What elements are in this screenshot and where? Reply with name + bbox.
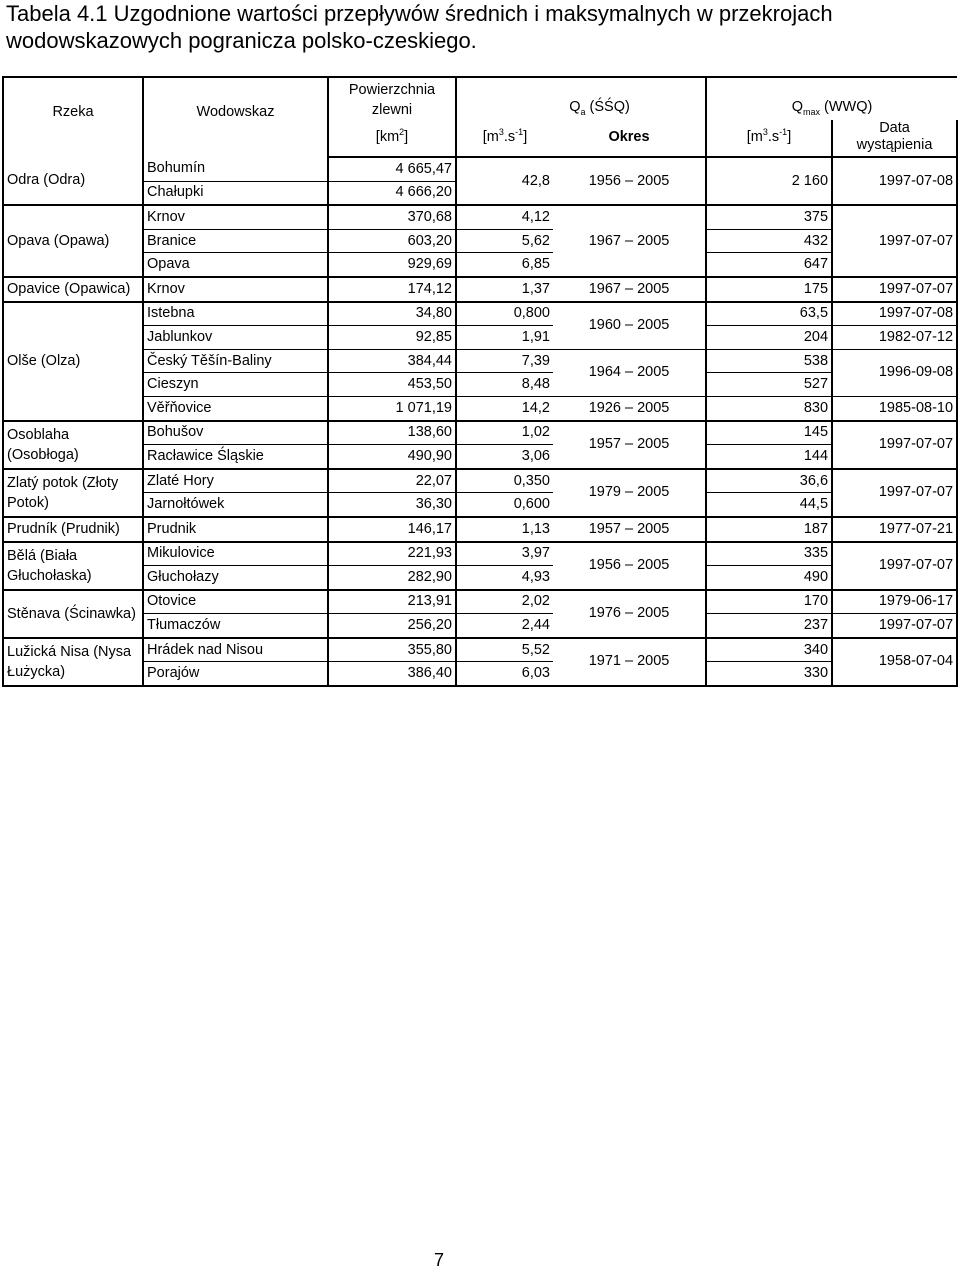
flow-table — [2, 76, 958, 687]
header-wodowskaz: Wodowskaz — [143, 77, 328, 157]
cell-qa: 1,13 — [456, 517, 553, 542]
cell-qmax: 36,6 — [706, 469, 832, 493]
header-powierzchnia: Powierzchnia zlewni — [328, 77, 456, 120]
cell-pow: 92,85 — [328, 326, 456, 350]
cell-pow: 386,40 — [328, 662, 456, 686]
cell-data: 1997-07-07 — [832, 421, 957, 469]
cell-rzeka: Olše (Olza) — [3, 302, 143, 421]
cell-pow: 4 665,47 — [328, 157, 456, 181]
table-row — [3, 421, 957, 445]
cell-qmax: 830 — [706, 396, 832, 420]
cell-wodowskaz: Cieszyn — [143, 373, 328, 397]
cell-pow: 213,91 — [328, 590, 456, 614]
cell-qa: 4,12 — [456, 205, 553, 229]
cell-pow: 34,80 — [328, 302, 456, 326]
cell-pow: 22,07 — [328, 469, 456, 493]
table-row — [3, 205, 957, 229]
title-line-2: wodowskazowych pogranicza polsko-czeskiego. — [6, 28, 477, 53]
cell-pow: 221,93 — [328, 542, 456, 566]
cell-rzeka: Bělá (Biała Głuchołaska) — [3, 542, 143, 590]
cell-qmax: 527 — [706, 373, 832, 397]
cell-data: 1997-07-07 — [832, 205, 957, 277]
cell-wodowskaz: Racławice Śląskie — [143, 445, 328, 469]
header-qa: $Q_a$ (ŚŚQ) — [456, 77, 706, 120]
table-row — [3, 396, 957, 420]
cell-qmax: 538 — [706, 349, 832, 373]
table-row — [3, 542, 957, 566]
table-row — [3, 253, 957, 277]
cell-pow: 1 071,19 — [328, 396, 456, 420]
table-row — [3, 517, 957, 542]
cell-wodowskaz: Tłumaczów — [143, 614, 328, 638]
cell-qa: 0,800 — [456, 302, 553, 326]
cell-pow: 453,50 — [328, 373, 456, 397]
cell-qa: 7,39 — [456, 349, 553, 373]
cell-okres: 1957 – 2005 — [553, 517, 706, 542]
cell-data: 1979-06-17 — [832, 590, 957, 614]
cell-qmax: 170 — [706, 590, 832, 614]
cell-okres: 1971 – 2005 — [553, 638, 706, 686]
cell-okres: 1957 – 2005 — [553, 421, 706, 469]
cell-okres: 1964 – 2005 — [553, 349, 706, 396]
cell-okres: 1967 – 2005 — [553, 205, 706, 277]
title-line-1: Tabela 4.1 Uzgodnione wartości przepływów średnich i maksymalnych w przekrojach — [6, 1, 833, 26]
cell-wodowskaz: Jablunkov — [143, 326, 328, 350]
cell-okres: 1926 – 2005 — [553, 396, 706, 420]
cell-pow: 256,20 — [328, 614, 456, 638]
table-row — [3, 590, 957, 614]
table-row — [3, 277, 957, 302]
cell-rzeka: Odra (Odra) — [3, 157, 143, 205]
cell-rzeka: Stěnava (Ścinawka) — [3, 590, 143, 638]
cell-rzeka: Lužická Nisa (Nysa Łużycka) — [3, 638, 143, 686]
cell-qmax: 375 — [706, 205, 832, 229]
cell-okres: 1976 – 2005 — [553, 590, 706, 638]
cell-qa: 1,91 — [456, 326, 553, 350]
header-qmax: $Q_{max}$ (WWQ) — [706, 77, 957, 120]
cell-pow: 146,17 — [328, 517, 456, 542]
cell-pow: 603,20 — [328, 229, 456, 253]
cell-qmax: 187 — [706, 517, 832, 542]
cell-pow: 4 666,20 — [328, 181, 456, 205]
cell-data: 1997-07-07 — [832, 614, 957, 638]
cell-wodowskaz: Istebna — [143, 302, 328, 326]
table-row — [3, 469, 957, 493]
table-row — [3, 302, 957, 326]
cell-qmax: 145 — [706, 421, 832, 445]
cell-wodowskaz: Hrádek nad Nisou — [143, 638, 328, 662]
cell-data: 1997-07-08 — [832, 157, 957, 205]
cell-qa: 6,03 — [456, 662, 553, 686]
cell-rzeka: Zlatý potok (Złoty Potok) — [3, 469, 143, 517]
document-title — [6, 0, 946, 54]
cell-qa: 3,06 — [456, 445, 553, 469]
cell-wodowskaz: Český Těšín-Baliny — [143, 349, 328, 373]
table-row — [3, 662, 957, 686]
table-row — [3, 493, 957, 517]
cell-qmax: 144 — [706, 445, 832, 469]
cell-okres: 1956 – 2005 — [553, 157, 706, 205]
cell-pow: 282,90 — [328, 566, 456, 590]
cell-wodowskaz: Jarnołtówek — [143, 493, 328, 517]
cell-qmax: 44,5 — [706, 493, 832, 517]
cell-wodowskaz: Chałupki — [143, 181, 328, 205]
cell-wodowskaz: Prudnik — [143, 517, 328, 542]
header-unit-qmax: $[m^3.s^{-1}]$ — [706, 120, 832, 157]
page-number: 7 — [433, 1250, 444, 1270]
cell-pow: 138,60 — [328, 421, 456, 445]
cell-qa: 0,350 — [456, 469, 553, 493]
table-row — [3, 157, 957, 181]
cell-rzeka: Osoblaha (Osobłoga) — [3, 421, 143, 469]
cell-qmax: 432 — [706, 229, 832, 253]
cell-okres: 1979 – 2005 — [553, 469, 706, 517]
cell-data: 1985-08-10 — [832, 396, 957, 420]
header-data: Data wystąpienia — [832, 120, 957, 157]
cell-wodowskaz: Branice — [143, 229, 328, 253]
cell-qmax: 330 — [706, 662, 832, 686]
cell-wodowskaz: Krnov — [143, 205, 328, 229]
cell-wodowskaz: Bohušov — [143, 421, 328, 445]
table-row — [3, 614, 957, 638]
cell-okres: 1956 – 2005 — [553, 542, 706, 590]
cell-wodowskaz: Krnov — [143, 277, 328, 302]
header-rzeka: Rzeka — [3, 77, 143, 157]
cell-wodowskaz: Opava — [143, 253, 328, 277]
cell-data: 1982-07-12 — [832, 326, 957, 350]
cell-pow: 384,44 — [328, 349, 456, 373]
cell-wodowskaz: Głuchołazy — [143, 566, 328, 590]
header-okres: Okres — [553, 120, 706, 157]
table-row — [3, 229, 957, 253]
cell-qa: 1,02 — [456, 421, 553, 445]
cell-rzeka: Opavice (Opawica) — [3, 277, 143, 302]
table-row — [3, 638, 957, 662]
cell-wodowskaz: Zlaté Hory — [143, 469, 328, 493]
cell-wodowskaz: Věřňovice — [143, 396, 328, 420]
table-row — [3, 373, 957, 397]
cell-data: 1996-09-08 — [832, 349, 957, 396]
cell-data: 1997-07-08 — [832, 302, 957, 326]
cell-qa: 4,93 — [456, 566, 553, 590]
cell-qa: 5,62 — [456, 229, 553, 253]
cell-qa: 6,85 — [456, 253, 553, 277]
cell-qmax: 63,5 — [706, 302, 832, 326]
cell-data: 1977-07-21 — [832, 517, 957, 542]
cell-rzeka: Opava (Opawa) — [3, 205, 143, 277]
cell-qa: 5,52 — [456, 638, 553, 662]
cell-data: 1997-07-07 — [832, 277, 957, 302]
cell-qmax: 490 — [706, 566, 832, 590]
cell-qa: 3,97 — [456, 542, 553, 566]
cell-qa: 2,44 — [456, 614, 553, 638]
cell-rzeka: Prudník (Prudnik) — [3, 517, 143, 542]
cell-qa: 14,2 — [456, 396, 553, 420]
cell-qmax: 340 — [706, 638, 832, 662]
cell-qmax: 335 — [706, 542, 832, 566]
cell-qmax: 204 — [706, 326, 832, 350]
cell-okres: 1960 – 2005 — [553, 302, 706, 350]
cell-qmax: 175 — [706, 277, 832, 302]
table-row — [3, 445, 957, 469]
cell-qmax: 2 160 — [706, 157, 832, 205]
cell-wodowskaz: Mikulovice — [143, 542, 328, 566]
cell-data: 1997-07-07 — [832, 469, 957, 517]
cell-pow: 929,69 — [328, 253, 456, 277]
cell-qa: 2,02 — [456, 590, 553, 614]
cell-wodowskaz: Otovice — [143, 590, 328, 614]
cell-pow: 36,30 — [328, 493, 456, 517]
cell-qa: 8,48 — [456, 373, 553, 397]
cell-qmax: 647 — [706, 253, 832, 277]
table-row — [3, 326, 957, 350]
cell-wodowskaz: Porajów — [143, 662, 328, 686]
cell-data: 1997-07-07 — [832, 542, 957, 590]
cell-pow: 174,12 — [328, 277, 456, 302]
header-unit-qa: $[m^3.s^{-1}]$ — [456, 120, 553, 157]
table-row — [3, 566, 957, 590]
cell-qa: 1,37 — [456, 277, 553, 302]
cell-data: 1958-07-04 — [832, 638, 957, 686]
cell-pow: 490,90 — [328, 445, 456, 469]
cell-pow: 370,68 — [328, 205, 456, 229]
table-row — [3, 349, 957, 373]
cell-okres: 1967 – 2005 — [553, 277, 706, 302]
cell-pow: 355,80 — [328, 638, 456, 662]
cell-qmax: 237 — [706, 614, 832, 638]
cell-wodowskaz: Bohumín — [143, 157, 328, 181]
header-unit-km: $[km^2]$ — [328, 120, 456, 157]
cell-qa: 42,8 — [456, 157, 553, 205]
cell-qa: 0,600 — [456, 493, 553, 517]
